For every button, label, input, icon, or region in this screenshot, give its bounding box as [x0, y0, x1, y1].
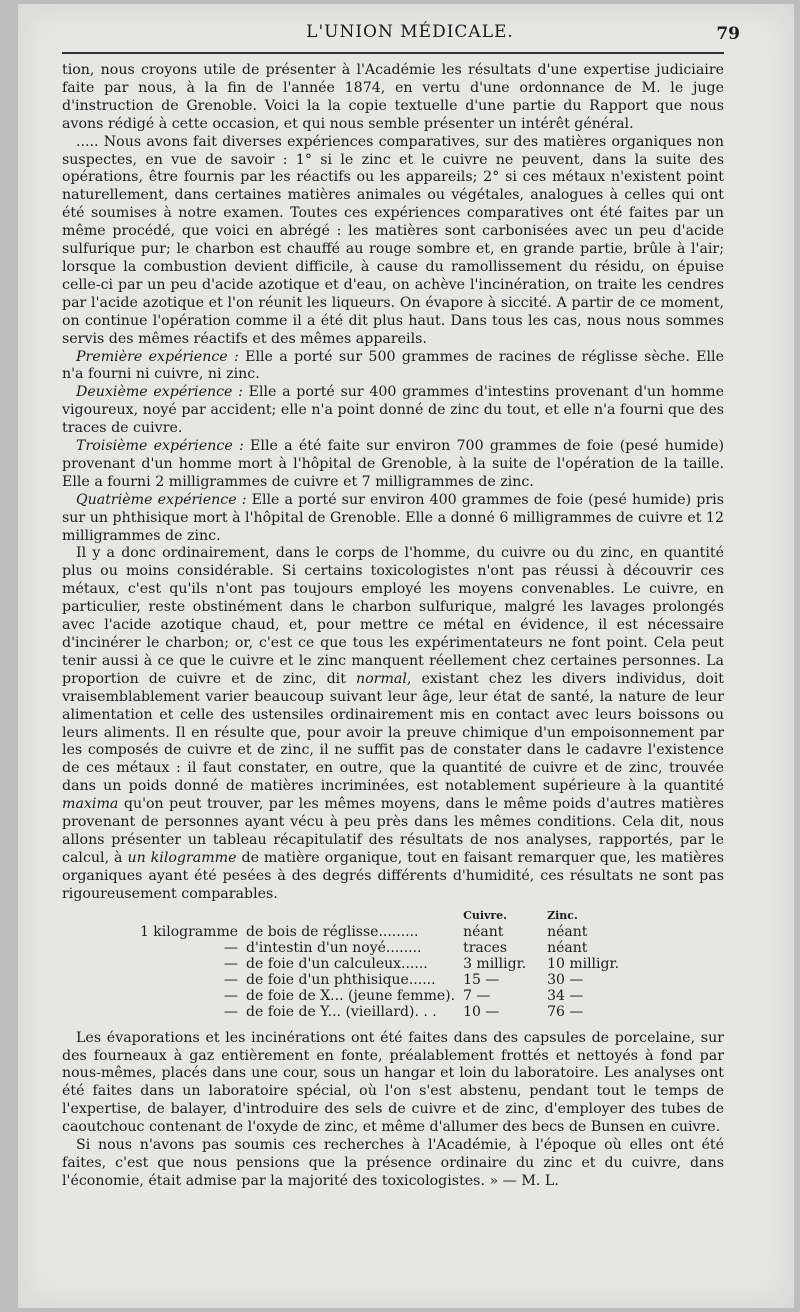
article-body: [62, 62, 724, 1191]
cuivre-cell: 7 —: [463, 987, 491, 1004]
text-run: qu'on peut trouver, par les mêmes moyens, dans le même poids d'autres matières provenant de personnes ayant vécu à peu près dans les mêmes conditions. Cela dit, nous allons présenter un tableau récapitulatif des résultats de nos analyses, rapportés, par le calcul, à: [62, 796, 724, 866]
table-row: [124, 956, 641, 972]
quantity-cell: —: [224, 939, 238, 956]
experiment-label: Troisième expérience :: [76, 438, 244, 455]
paragraph: ..... Nous avons fait diverses expériences comparatives, sur des matières organiques non suspectes, en vue de savoir : 1° si le zinc et le cuivre ne peuvent, dans la suite des opérations, être fournis par les réactifs ou les appareils; 2° si ces métaux n'existent point naturellement, dans certaines matières animales ou végétales, analogues à celles qui ont été soumises à notre examen. Toutes ces expériences comparatives ont été faites par un même procédé, que voici en abrégé : les matières sont carbonisées avec un peu d'acide sulfurique pur; le charbon est chauffé au rouge sombre et, en grande partie, brûle à l'air; lorsque la combustion devient difficile, à cause du ramollissement du résidu, on épuise celle-ci par un peu d'acide azotique et d'eau, on achève l'incinération, on traite les cendres par l'acide azotique et l'on réunit les liqueurs. On évapore à siccité. A partir de ce moment, on continue l'opération comme il a été dit plus haut. Dans tous les cas, nous nous sommes servis des mêmes réactifs et des mêmes appareils.: [62, 133, 724, 347]
experiment-4: [62, 492, 724, 546]
table-header-row: [124, 908, 641, 924]
quantity-cell: —: [224, 987, 238, 1004]
matter-cell: de foie d'un calculeux......: [246, 955, 428, 972]
column-header-zinc: Zinc.: [547, 908, 578, 922]
matter-cell: de foie d'un phthisique......: [246, 971, 436, 988]
column-header-cuivre: Cuivre.: [463, 908, 508, 922]
experiment-text: Elle a été faite sur environ 700 grammes de foie (pesé humide) provenant d'un homme mort à l'hôpital de Grenoble, à la suite de l'opération de la taille. Elle a fourni 2 milligrammes de cuivre et 7 milligrammes de zinc.: [62, 438, 724, 490]
header-rule: [62, 52, 724, 54]
zinc-cell: néant: [547, 939, 588, 956]
experiment-text: Elle a porté sur 400 grammes d'intestins provenant d'un homme vigoureux, noyé par accident; elle n'a point donné de zinc du tout, et elle n'a fourni que des traces de cuivre.: [62, 384, 724, 437]
table-row: [124, 1004, 641, 1020]
cuivre-cell: 3 milligr.: [463, 955, 527, 972]
conclusion-paragraph: [62, 545, 724, 903]
page-header: [80, 22, 740, 48]
cuivre-cell: 15 —: [463, 971, 500, 988]
experiment-text: Elle a porté sur 500 grammes de racines de réglisse sèche. Elle n'a fourni ni cuivre, ni zinc.: [62, 348, 724, 383]
experiment-2: [62, 384, 724, 438]
matter-cell: de foie de X... (jeune femme).: [246, 987, 456, 1004]
matter-cell: de bois de réglisse.........: [246, 923, 419, 940]
zinc-cell: 76 —: [547, 1003, 584, 1020]
table-row: [124, 988, 641, 1004]
experiment-1: [62, 349, 724, 385]
experiment-label: Deuxième expérience :: [76, 384, 243, 401]
zinc-cell: 10 milligr.: [547, 955, 620, 972]
page-number: 79: [716, 24, 740, 44]
cuivre-cell: traces: [463, 939, 508, 956]
quantity-cell: —: [224, 1003, 238, 1020]
experiment-text: Elle a porté sur environ 400 grammes de foie (pesé humide) pris sur un phthisique mort à l'hôpital de Grenoble. Elle a donné 6 milligrammes de cuivre et 12 milligrammes de zinc.: [62, 491, 724, 544]
table-row: [124, 940, 641, 956]
quantity-cell: 1 kilogramme: [139, 923, 238, 940]
zinc-cell: 30 —: [547, 971, 584, 988]
text-run: de matière organique, tout en faisant remarquer que, les matières organiques ayant été pesées à des degrés différents d'humidité, ces résultats ne sont pas rigoureusement comparables.: [62, 849, 724, 902]
quantity-cell: —: [224, 971, 238, 988]
zinc-cell: néant: [547, 923, 588, 940]
matter-cell: de foie de Y... (vieillard). . .: [246, 1003, 437, 1020]
italic-term: maxima: [62, 796, 119, 813]
results-table: [124, 908, 641, 1020]
quantity-cell: —: [224, 955, 238, 972]
closing-paragraph: Si nous n'avons pas soumis ces recherches à l'Académie, à l'époque où elles ont été faites, c'est que nous pensions que la présence ordinaire du zinc et du cuivre, dans l'économie, était admise par la majorité des toxicologistes. » — M. L.: [62, 1137, 724, 1189]
experiment-3: [62, 438, 724, 492]
experiment-label: Quatrième expérience :: [76, 491, 247, 508]
text-run: , existant chez les divers individus, doit vraisemblablement varier beaucoup suivant leur âge, leur état de santé, la nature de leur alimentation et celle des ustensiles ordinairement mis en contact avec leurs boissons ou leurs aliments. Il en résulte que, pour avoir la preuve chimique d'un empoisonnement par les composés de cuivre et de zinc, il ne suffit pas de constater dans le cadavre l'existence de ces métaux : il faut constater, en outre, que la quantité de cuivre et de zinc, trouvée dans un poids donné de matières incriminées, est notablement supérieure à la quantité: [62, 670, 725, 795]
running-head: L'UNION MÉDICALE.: [306, 22, 514, 42]
table-row: [124, 924, 641, 940]
table-row: [124, 972, 641, 988]
italic-term: un kilogramme: [127, 849, 237, 866]
closing-paragraph: Les évaporations et les incinérations ont été faites dans des capsules de porcelaine, sur des fourneaux à gaz entièrement en fonte, préalablement frottés et nettoyés à fond par nous-mêmes, placés dans une cour, sous un hangar et loin du laboratoire. Les analyses ont été faites dans un laboratoire spécial, où l'on s'est abstenu, pendant tout le temps de l'expertise, de balayer, d'introduire des sels de cuivre et de zinc, d'employer des tubes de caoutchouc contenant de l'oxyde de zinc, et même d'allumer des becs de Bunsen en cuivre.: [62, 1029, 724, 1136]
matter-cell: d'intestin d'un noyé........: [246, 939, 422, 956]
italic-term: normal: [355, 670, 407, 687]
paragraph: tion, nous croyons utile de présenter à l'Académie les résultats d'une expertise judiciaire faite par nous, à la fin de l'année 1874, en vertu d'une ordonnance de M. le juge d'instruction de Grenoble. Voici la la copie textuelle d'une partie du Rapport que nous avons rédigé à cette occasion, et qui nous semble présenter un intérêt général.: [62, 62, 724, 132]
cuivre-cell: néant: [463, 923, 504, 940]
text-run: Il y a donc ordinairement, dans le corps de l'homme, du cuivre ou du zinc, en quantité plus ou moins considérable. Si certains toxicologistes n'ont pas réussi à découvrir ces métaux, c'est qu'ils n'ont pas toujours employé les moyens convenables. Le cuivre, en particulier, reste obstinément dans le charbon sulfurique, malgré les lavages prolongés avec l'acide azotique chaud, et, pour mettre ce métal en évidence, il est nécessaire d'incinérer le charbon; or, c'est ce que tous les expérimentateurs ne font point. Cela peut tenir aussi à ce que le cuivre et le zinc manquent réellement chez certaines personnes. La proportion de cuivre et de zinc, dit: [62, 545, 724, 687]
zinc-cell: 34 —: [547, 987, 584, 1004]
cuivre-cell: 10 —: [463, 1003, 500, 1020]
experiment-label: Première expérience :: [76, 348, 239, 365]
